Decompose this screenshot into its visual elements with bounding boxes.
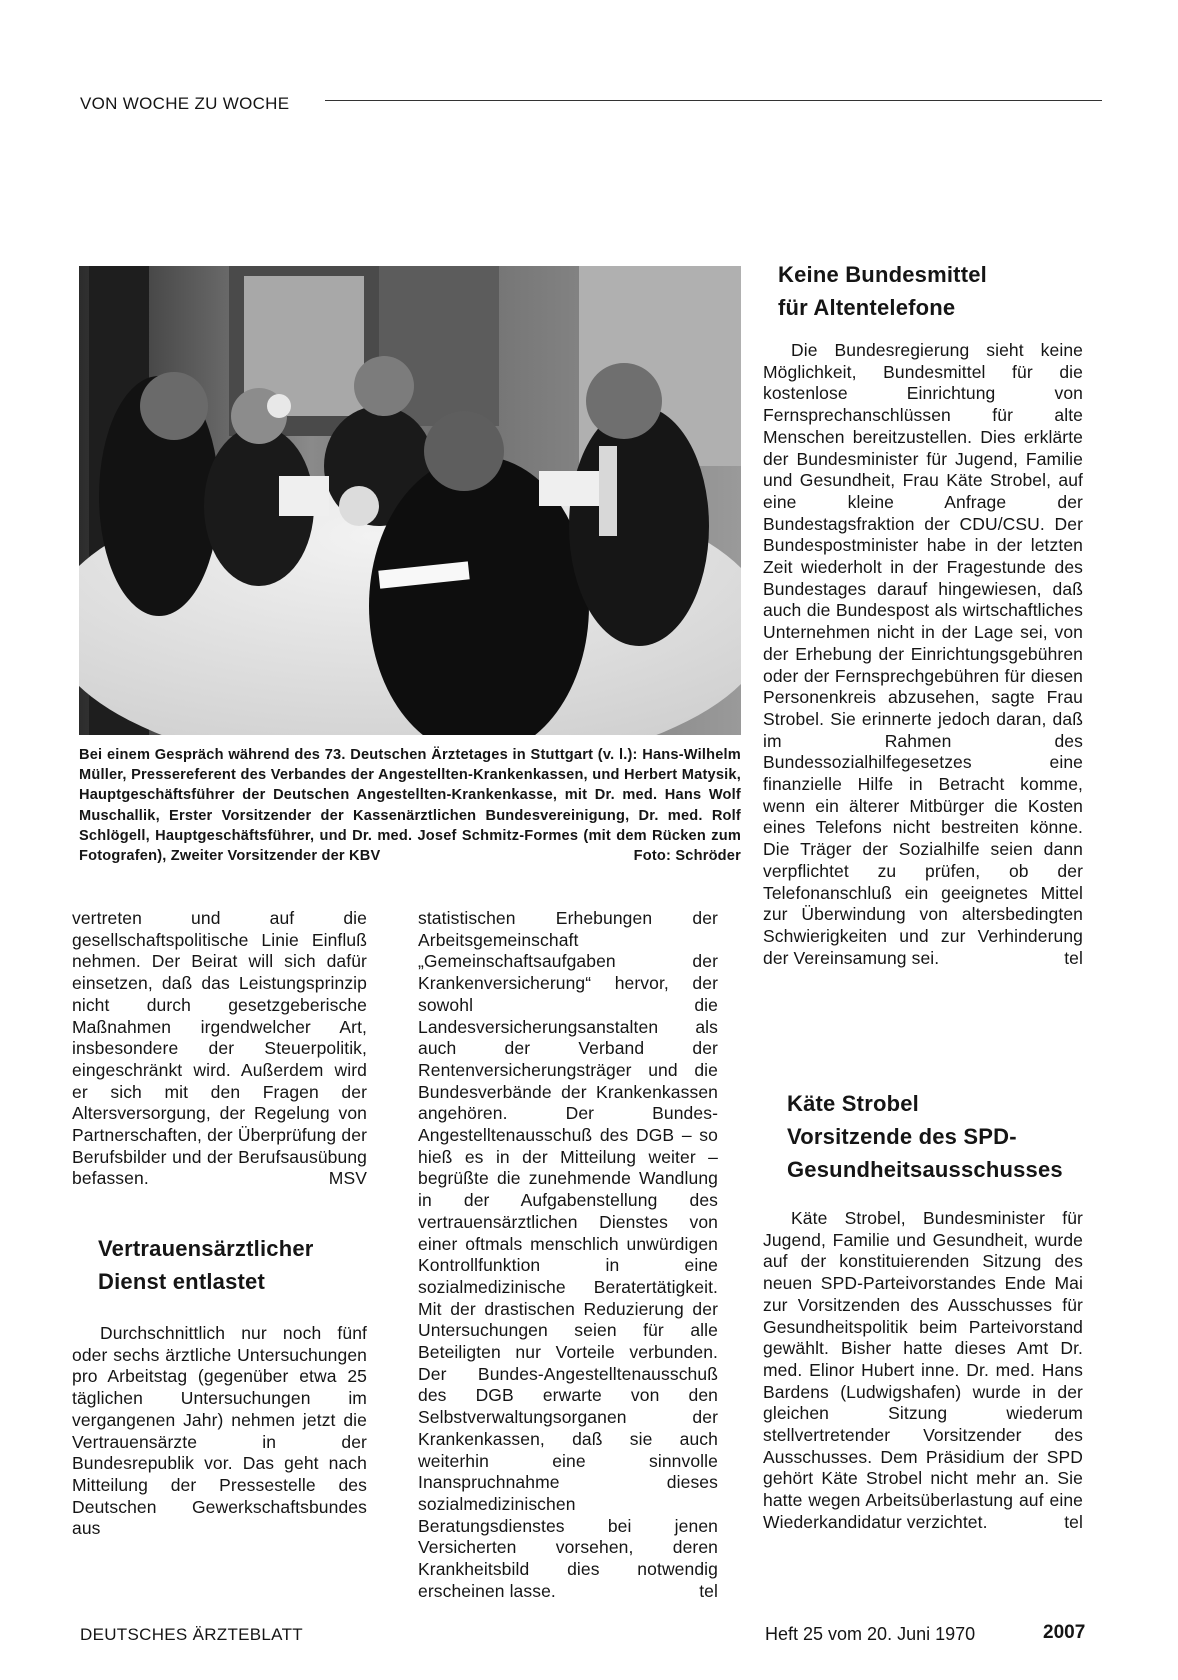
meeting-photo-illustration <box>79 266 741 735</box>
article-altentelefone-text: Die Bundesregierung sieht keine Möglichkeit, Bundesmittel für die kostenlose Einrichtung von Fernsprechanschlüssen für alte Menschen bereitzustellen. Dies erklärte der Bundesminister für Jugend, Familie und Gesundheit, Frau Käte Strobel, auf eine kleine Anfrage der Bundestagsfraktion der CDU/CSU. Der Bundespostminister habe in der letzten Zeit wiederholt in der Fragestunde des Bundestages darauf hingewiesen, daß auch die Bundespost als wirtschaftliches Unternehmen nicht in der Lage sei, von der Erhebung der Einrichtungsgebühren oder der Fernsprechgebühren für diesen Personenkreis abzusehen, sagte Frau Strobel. Sie erinnerte jedoch daran, daß im Rahmen des Bundessozialhilfegesetzes eine finanzielle Hilfe in Betracht komme, wenn ein älterer Mitbürger die Kosten eines Telefons nicht bestreiten könne. Die Träger der Sozialhilfe seien dann verpflichtet zu prüfen, ob der Telefonanschluß ein geeignetes Mittel zur Überwindung von altersbedingten Schwierigkeiten und zur Verhinderung der Vereinsamung sei. <box>763 340 1083 968</box>
meeting-photo <box>79 266 741 735</box>
headline-line: Gesundheitsausschusses <box>787 1157 1063 1182</box>
photo-caption <box>79 745 741 866</box>
article-strobel-body <box>763 1208 1083 1534</box>
article-strobel-text: Käte Strobel, Bundesminister für Jugend, Familie und Gesundheit, wurde auf der konstituierenden Sitzung des neuen SPD-Parteivorstandes Ende Mai zur Vorsitzenden des Ausschusses für Gesundheitspolitik beim Parteivorstand gewählt. Bisher hatte dieses Amt Dr. med. Elinor Hubert inne. Dr. med. Hans Bardens (Ludwigshafen) wurde in der gleichen Sitzung wiederum stellvertretender Vorsitzender des Ausschusses. Dem Präsidium der SPD gehört Käte Strobel nicht mehr an. Sie hatte wegen Arbeitsüberlastung auf eine Wiederkandidatur verzichtet. <box>763 1208 1083 1532</box>
article-vertrauen-part1 <box>72 1323 367 1540</box>
headline-line: Vorsitzende des SPD- <box>787 1124 1017 1149</box>
section-header: VON WOCHE ZU WOCHE <box>80 94 290 113</box>
photo-caption-text: Bei einem Gespräch während des 73. Deutschen Ärztetages in Stuttgart (v. l.): Hans-Wilhelm Müller, Pressereferent des Verbandes der Angestellten-Krankenkassen, und Herbert Matysik, Hauptgeschäftsführer der Deutschen Angestellten-Krankenkasse, mit Dr. med. Hans Wolf Muschallik, Erster Vorsitzender der Kassenärztlichen Bundesvereinigung, Dr. med. Rolf Schlögell, Hauptgeschäftsführer, und Dr. med. Josef Schmitz-Formes (mit dem Rücken zum Fotografen), Zweiter Vorsitzender der KBV <box>79 747 741 865</box>
signature-tel: tel <box>699 1580 718 1601</box>
column-left-continuation <box>72 908 367 1190</box>
header-rule <box>325 100 1102 101</box>
signature-tel: tel <box>1064 947 1083 968</box>
photo-credit: Foto: Schröder <box>633 848 741 865</box>
signature-msv: MSV <box>328 1168 367 1189</box>
headline-line: Vertrauensärztlicher <box>98 1236 314 1261</box>
footer-publication: DEUTSCHES ÄRZTEBLATT <box>80 1625 303 1644</box>
signature-tel: tel <box>1064 1511 1083 1532</box>
article-vertrauen-text-2: statistischen Erhebungen der Arbeitsgemeinschaft „Gemeinschaftsaufgaben der Krankenversicherung“ hervor, der sowohl die Landesversicherungsanstalten als auch der Verband der Rentenversicherungsträger und die Bundesverbände der Krankenkassen angehören. Der Bundes-Angestelltenausschuß des DGB – so hieß es in der Mitteilung weiter – begrüßte die zunehmende Wandlung in der Aufgabenstellung des vertrauensärztlichen Dienstes von einer oftmals menschlich unwürdigen Kontrollfunktion in eine sozialmedizinische Beratertätigkeit. Mit der drastischen Reduzierung der Untersuchungen seien für alle Beteiligten nur Vorteile verbunden. Der Bundes-Angestelltenausschuß des DGB erwarte von den Selbstverwaltungsorganen der Krankenkassen, daß sie auch weiterhin eine sinnvolle Inanspruchnahme dieses sozialmedizinischen Beratungsdienstes bei jenen Versicherten vorsehen, deren Krankheitsbild dies notwendig erscheinen lasse. <box>418 908 718 1601</box>
headline-line: Keine Bundesmittel <box>778 262 987 287</box>
headline-line: Dienst entlastet <box>98 1269 266 1294</box>
page-number: 2007 <box>1043 1622 1086 1643</box>
headline-altentelefone <box>778 258 987 324</box>
headline-strobel <box>787 1087 1063 1186</box>
article-vertrauen-part2 <box>418 908 718 1603</box>
article-altentelefone-body <box>763 340 1083 969</box>
headline-vertrauensaerztlicher <box>98 1232 314 1298</box>
headline-line: für Altentelefone <box>778 295 956 320</box>
headline-line: Käte Strobel <box>787 1091 919 1116</box>
continuation-text: vertreten und auf die gesellschaftspolitische Linie Einfluß nehmen. Der Beirat will sich dafür einsetzen, daß das Leistungsprinzip nicht durch gesetzgeberische Maßnahmen irgendwelcher Art, insbesondere der Steuerpolitik, eingeschränkt wird. Außerdem wird er sich mit den Fragen der Altersversorgung, der Regelung von Partnerschaften, der Überprüfung der Berufsbilder und der Berufsausübung befassen. <box>72 908 367 1189</box>
article-vertrauen-text-1: Durchschnittlich nur noch fünf oder sechs ärztliche Untersuchungen pro Arbeitstag (gegenüber etwa 25 täglichen Untersuchungen im vergangenen Jahr) nehmen jetzt die Vertrauensärzte in der Bundesrepublik vor. Das geht nach Mitteilung der Pressestelle des Deutschen Gewerkschaftsbundes aus <box>72 1323 367 1539</box>
footer-issue: Heft 25 vom 20. Juni 1970 <box>765 1624 976 1644</box>
